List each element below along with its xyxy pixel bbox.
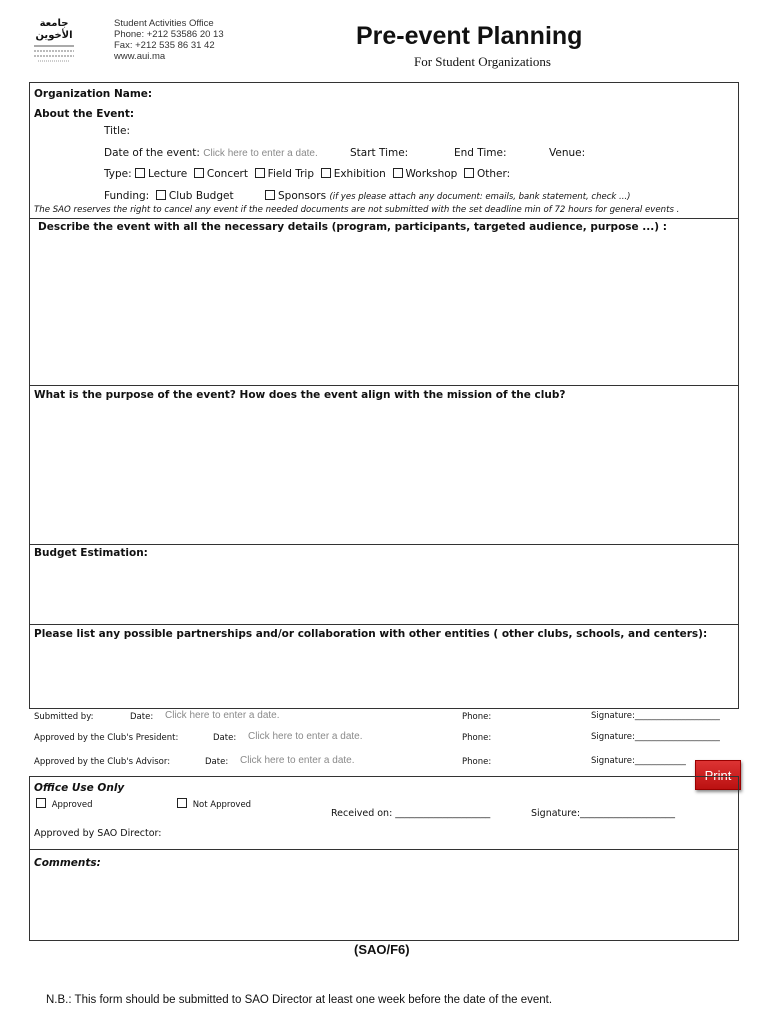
- advisor-date-picker[interactable]: Click here to enter a date.: [240, 755, 355, 766]
- type-other-checkbox[interactable]: Other:: [464, 168, 510, 180]
- funding-label: Funding:: [104, 190, 150, 202]
- checkbox-icon: [265, 190, 275, 200]
- president-date-label: Date:: [213, 733, 237, 743]
- checkbox-icon: [177, 798, 187, 808]
- president-signature-line[interactable]: Signature:____________________: [591, 732, 720, 742]
- checkbox-icon: [321, 168, 331, 178]
- event-date-picker[interactable]: Click here to enter a date.: [203, 148, 318, 159]
- about-event-label: About the Event:: [34, 108, 135, 120]
- partnerships-field[interactable]: Please list any possible partnerships and/or collaboration with other entities ( other clubs, schools, and centers):: [34, 628, 708, 640]
- not-approved-checkbox[interactable]: Not Approved: [177, 798, 251, 810]
- funding-club-budget-checkbox[interactable]: Club Budget: [156, 190, 234, 202]
- approved-checkbox[interactable]: Approved: [36, 798, 92, 810]
- checkbox-icon: [135, 168, 145, 178]
- sao-director-approval[interactable]: Approved by SAO Director:: [34, 828, 162, 839]
- checkbox-icon: [194, 168, 204, 178]
- type-label: Type:: [104, 168, 132, 180]
- checkbox-icon: [156, 190, 166, 200]
- president-approval-label[interactable]: Approved by the Club's President:: [34, 733, 179, 743]
- organization-name-label[interactable]: Organization Name:: [34, 88, 153, 100]
- submitted-signature-line[interactable]: Signature:____________________: [591, 711, 720, 721]
- start-time-label[interactable]: Start Time:: [350, 147, 409, 159]
- page-subtitle: For Student Organizations: [414, 54, 551, 69]
- event-date-label: Date of the event:: [104, 147, 200, 159]
- submitted-by-label[interactable]: Submitted by:: [34, 712, 94, 722]
- event-title-label[interactable]: Title:: [104, 125, 131, 137]
- logo-lines-graphic: [30, 42, 78, 64]
- page-title: Pre-event Planning: [356, 22, 583, 50]
- advisor-approval-label[interactable]: Approved by the Club's Advisor:: [34, 757, 171, 767]
- submitted-phone-label[interactable]: Phone:: [462, 712, 492, 722]
- venue-label[interactable]: Venue:: [549, 147, 586, 159]
- submitted-date-picker[interactable]: Click here to enter a date.: [165, 710, 280, 721]
- advisor-phone-label[interactable]: Phone:: [462, 757, 492, 767]
- form-code: (SAO/F6): [354, 942, 410, 957]
- cancellation-disclaimer: The SAO reserves the right to cancel any event if the needed documents are not submitted with the set deadline min of 72 hours for general events .: [34, 205, 680, 215]
- end-time-label[interactable]: End Time:: [454, 147, 507, 159]
- advisor-date-label: Date:: [205, 757, 229, 767]
- checkbox-icon: [255, 168, 265, 178]
- type-concert-checkbox[interactable]: Concert: [194, 168, 248, 180]
- type-workshop-checkbox[interactable]: Workshop: [393, 168, 458, 180]
- university-logo: [30, 18, 78, 54]
- footnote: N.B.: This form should be submitted to SAO Director at least one week before the date of the event.: [46, 994, 553, 1006]
- type-field-trip-checkbox[interactable]: Field Trip: [255, 168, 314, 180]
- checkbox-icon: [464, 168, 474, 178]
- event-purpose-field[interactable]: What is the purpose of the event? How does the event align with the mission of the club?: [34, 389, 566, 401]
- president-date-picker[interactable]: Click here to enter a date.: [248, 731, 363, 742]
- office-website: www.aui.ma: [114, 51, 166, 62]
- comments-field[interactable]: Comments:: [34, 857, 101, 869]
- submitted-date-label: Date:: [130, 712, 154, 722]
- office-use-title: Office Use Only: [34, 782, 125, 794]
- office-use-box: [29, 776, 739, 941]
- type-lecture-checkbox[interactable]: Lecture: [135, 168, 187, 180]
- print-button[interactable]: Print: [695, 760, 741, 790]
- funding-sponsors-checkbox[interactable]: Sponsors: [265, 190, 326, 202]
- type-exhibition-checkbox[interactable]: Exhibition: [321, 168, 386, 180]
- office-name: Student Activities Office: [114, 18, 214, 29]
- office-phone: Phone: +212 53586 20 13: [114, 29, 224, 40]
- budget-estimation-field[interactable]: Budget Estimation:: [34, 547, 148, 559]
- office-signature-field[interactable]: Signature:____________________: [531, 808, 676, 819]
- received-on-field[interactable]: Received on: ____________________: [331, 808, 491, 819]
- president-phone-label[interactable]: Phone:: [462, 733, 492, 743]
- describe-event-field[interactable]: Describe the event with all the necessary details (program, participants, targeted audience, purpose ...) :: [38, 221, 667, 233]
- sponsors-note: (if yes please attach any document: emails, bank statement, check ...): [329, 192, 631, 202]
- logo-arabic-text: جامعة الأخوين: [35, 18, 73, 41]
- checkbox-icon: [36, 798, 46, 808]
- office-fax: Fax: +212 535 86 31 42: [114, 40, 215, 51]
- advisor-signature-line[interactable]: Signature:____________: [591, 756, 686, 766]
- checkbox-icon: [393, 168, 403, 178]
